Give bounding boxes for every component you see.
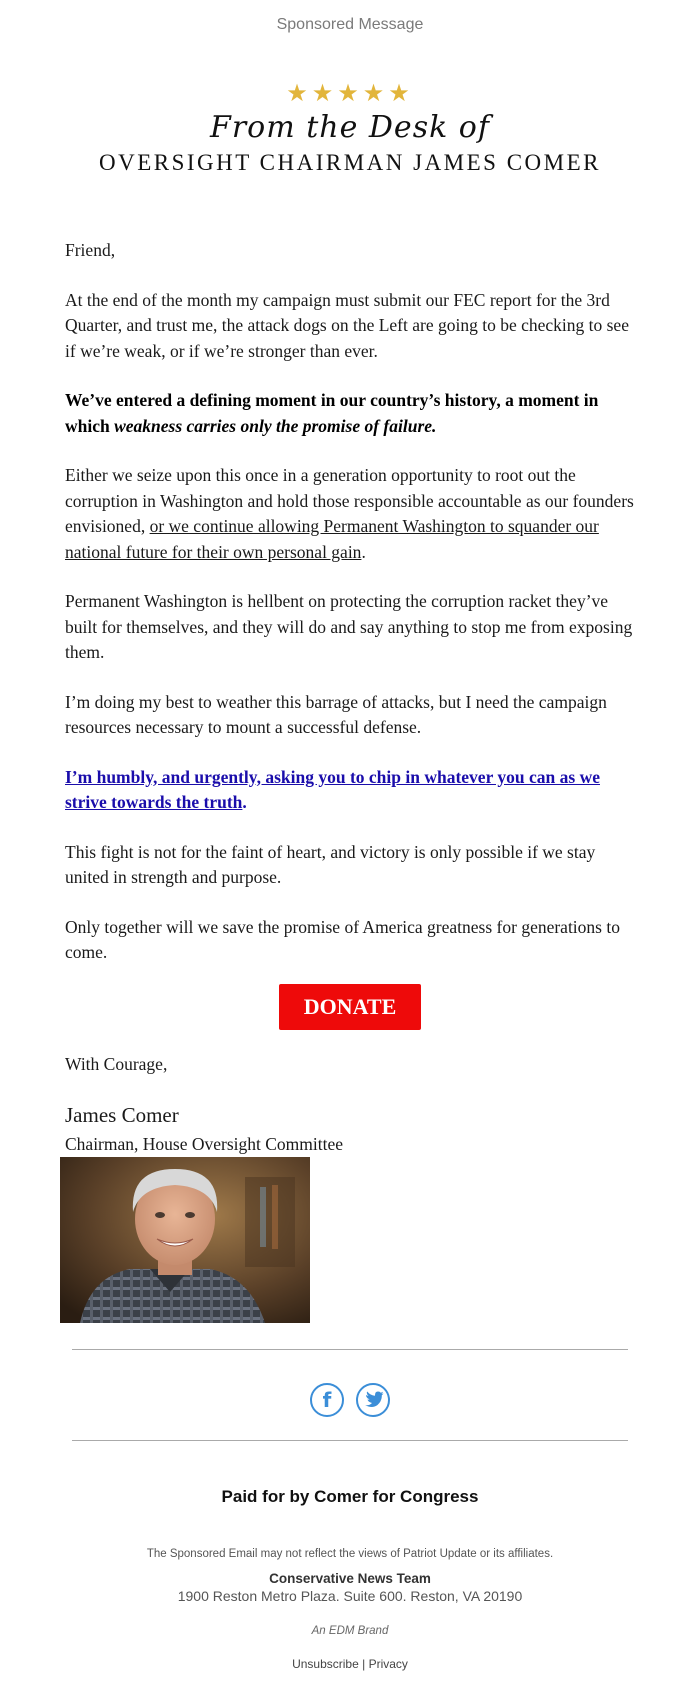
paid-for-notice: Paid for by Comer for Congress [221,1487,479,1506]
donate-wrap [0,984,700,1030]
address: 1900 Reston Metro Plaza. Suite 600. Reston, VA 20190 [177,1588,523,1604]
paragraph-1: At the end of the month my campaign must submit our FEC report for the 3rd Quarter, and trust me, the attack dogs on the Left are going to be checking to see if we’re weak, or if we’re stronger than ever. [65,289,629,361]
paragraph-6 [65,765,640,816]
chairman-title: OVERSIGHT CHAIRMAN JAMES COMER [98,150,602,175]
divider-bottom [72,1440,628,1441]
paragraph-2 [65,388,640,439]
donate-button[interactable]: DONATE [279,984,421,1030]
divider-top [72,1349,628,1350]
closing: With Courage, [65,1054,168,1074]
desk-title: From the Desk of [210,110,490,145]
paragraph-3-start: Either we seize upon this once in a generation opportunity to root out the corruption in Washington and hold those responsible accountable as our founders envisioned, [65,465,634,536]
paragraph-5: I’m doing my best to weather this barrage of attacks, but I need the campaign resources necessary to mount a successful defense. [65,691,607,737]
paragraph-2-bold: We’ve entered a defining moment in our country’s history, a moment in which [65,390,599,436]
letter-body [65,238,640,990]
footer-separator: | [362,1657,366,1671]
disclaimer: The Sponsored Email may not reflect the views of Patriot Update or its affiliates. [146,1548,554,1560]
privacy-link[interactable]: Privacy [368,1657,408,1671]
chip-in-link[interactable]: I’m humbly, and urgently, asking you to chip in whatever you can as we strive towards the truth [65,766,600,812]
svg-text:f: f [323,1388,332,1412]
greeting: Friend, [65,240,116,260]
stars-icon: ★★★★★ [286,79,414,107]
paragraph-4: Permanent Washington is hellbent on protecting the corruption racket they’ve built for themselves, and they will do and say anything to stop me from exposing them. [65,591,633,662]
signature-name: James Comer [65,1103,179,1127]
footer-links [0,1657,700,1671]
org-name: Conservative News Team [269,1571,431,1586]
paragraph-2-italic: weakness carries only the promise of failure. [114,415,437,436]
brand-label: An EDM Brand [311,1625,389,1637]
sponsored-label: Sponsored Message [276,16,424,33]
portrait-photo [60,1157,310,1323]
facebook-icon[interactable] [310,1383,344,1417]
unsubscribe-link[interactable]: Unsubscribe [292,1657,359,1671]
signature-title: Chairman, House Oversight Committee [65,1134,344,1154]
paragraph-8: Only together will we save the promise of America greatness for generations to come. [65,916,620,962]
paragraph-3-underline: or we continue allowing Permanent Washington to squander our national future for their own personal gain [65,516,599,562]
paragraph-3 [65,463,640,565]
twitter-icon[interactable] [356,1383,390,1417]
masthead [0,80,700,178]
paragraph-7: This fight is not for the faint of heart, and victory is only possible if we stay united in strength and purpose. [65,841,596,887]
paragraph-6-end: . [242,792,247,812]
paragraph-3-end: . [361,541,366,562]
social-links [0,1383,700,1417]
